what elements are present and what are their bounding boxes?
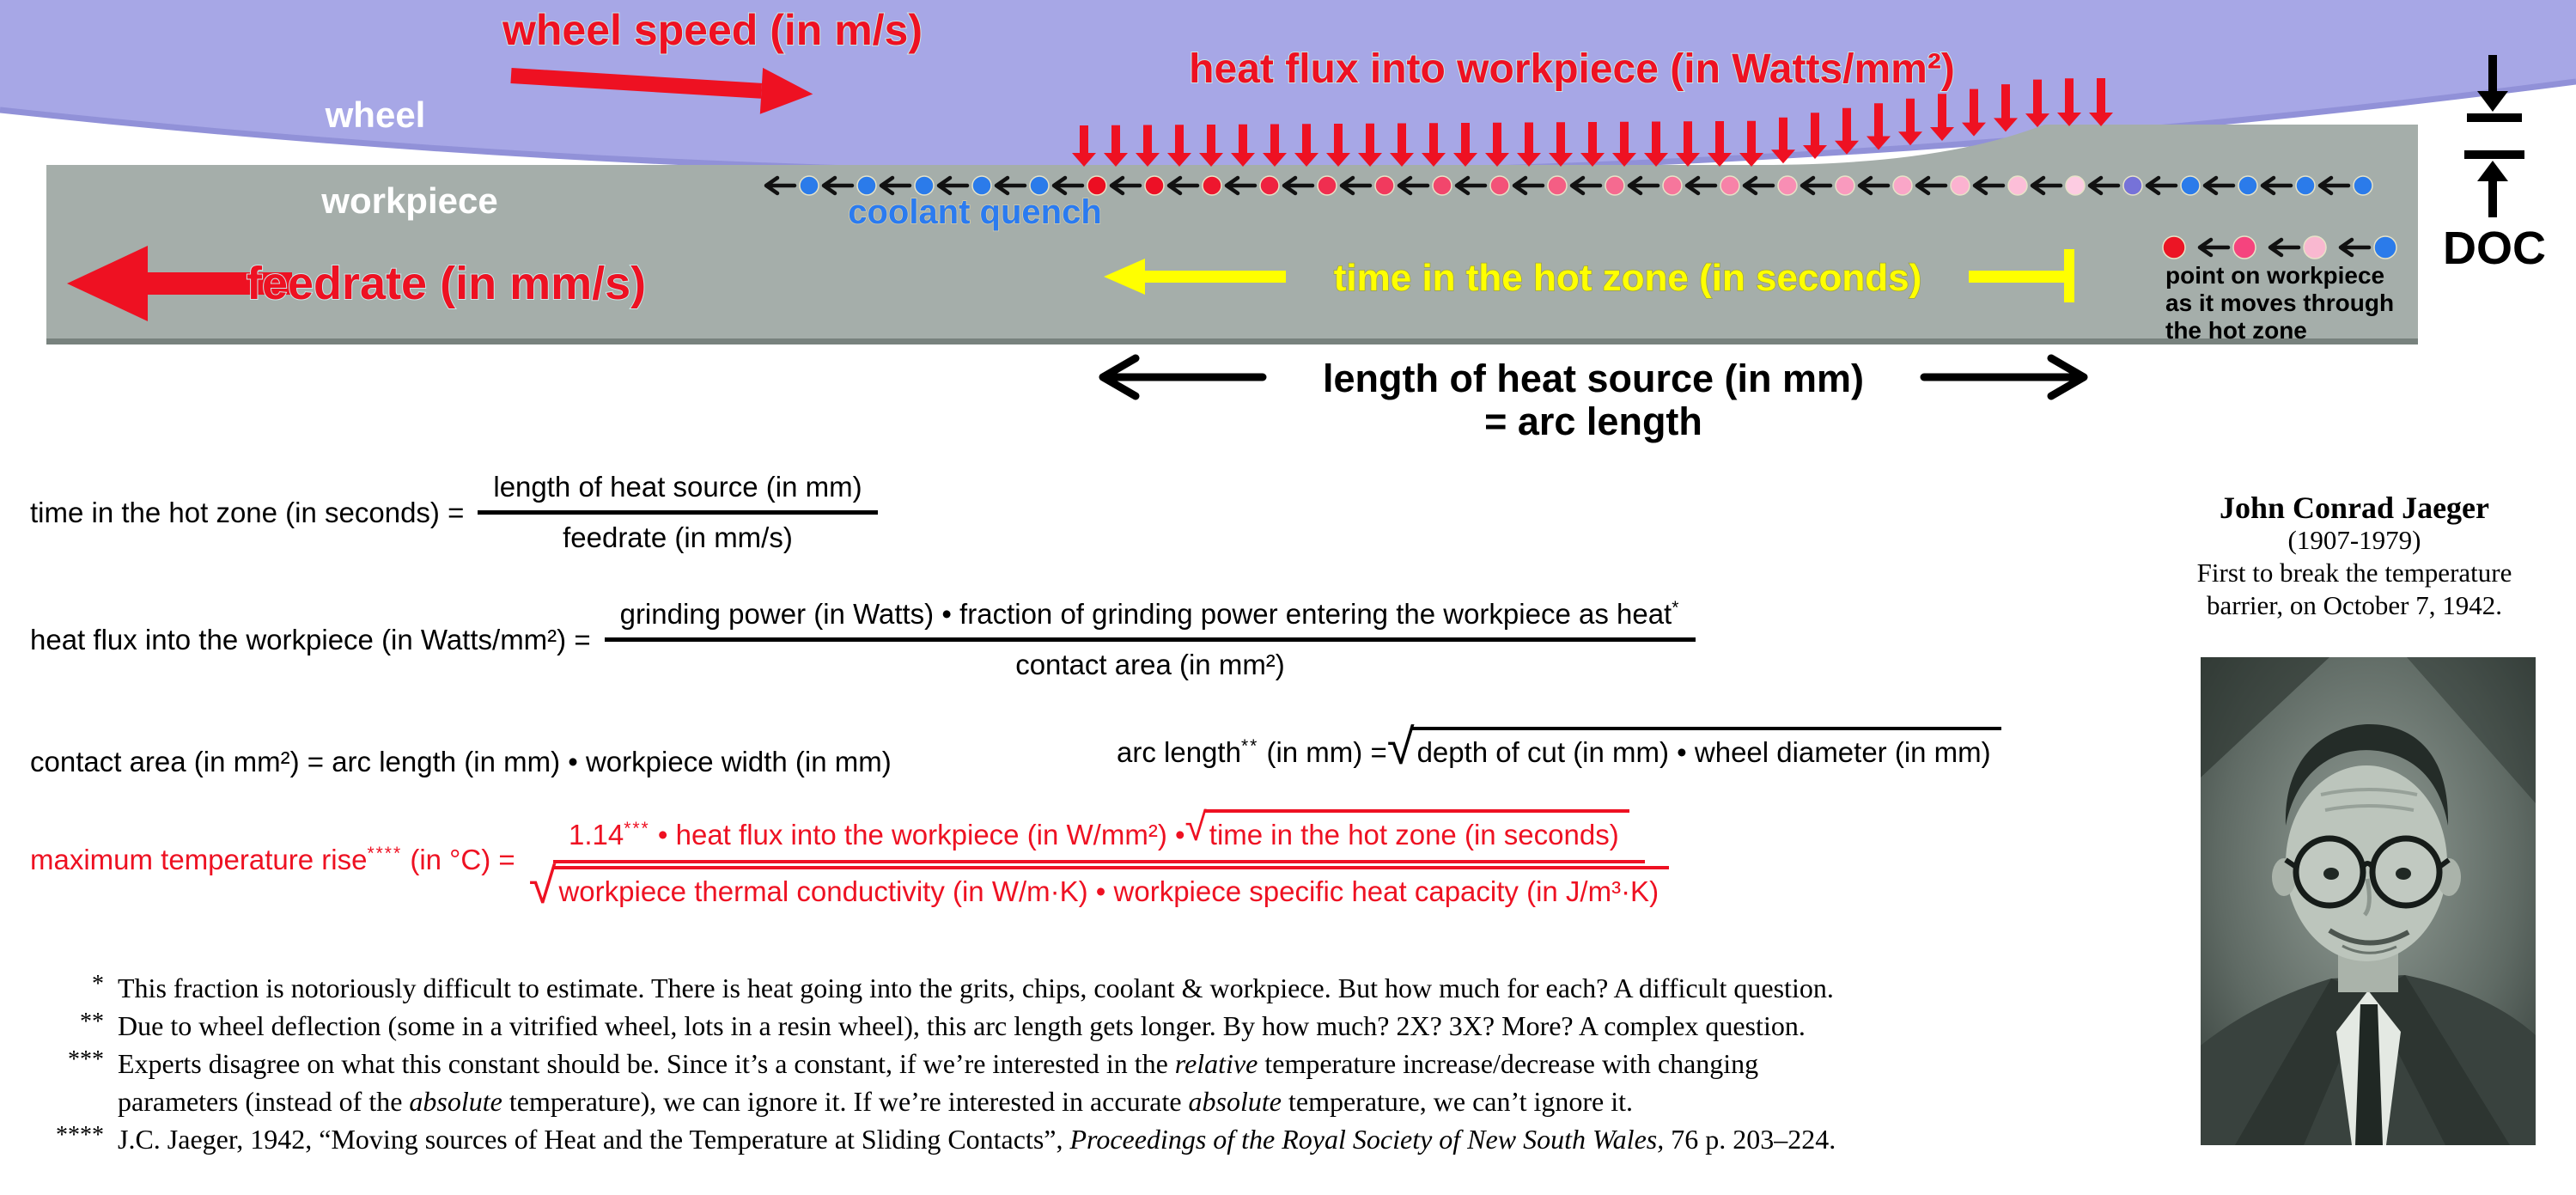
formula3-left: contact area (in mm²) = arc length (in mm) • workpiece width (in mm) xyxy=(30,746,892,777)
footnote-ref-1: * xyxy=(1672,598,1681,618)
footnote-marker xyxy=(30,1079,118,1117)
legend-text-line1: point on workpiece xyxy=(2165,262,2385,289)
wheel-label: wheel xyxy=(325,95,426,135)
legend-text-line2: as it moves through xyxy=(2165,290,2395,316)
formula-heat-flux xyxy=(30,598,1696,681)
formula4-numerator: 1.14*** • heat flux into the workpiece (in W/mm²) • √ time in the hot zone (in seconds) xyxy=(553,809,1645,863)
footnote-ref-4: **** xyxy=(367,843,403,863)
formula1-numerator: length of heat source (in mm) xyxy=(478,471,877,515)
heat-flux-label: heat flux into workpiece (in Watts/mm²) xyxy=(1189,46,1955,92)
footnotes-block xyxy=(30,969,1836,1158)
arc-length-equals-label: = arc length xyxy=(1484,399,1702,443)
legend-text-line3: the hot zone xyxy=(2165,317,2307,344)
doc-label: DOC xyxy=(2443,223,2546,274)
formula2-numerator: grinding power (in Watts) • fraction of grinding power entering the workpiece as heat* xyxy=(605,598,1696,642)
doc-lower-bar xyxy=(2464,150,2524,159)
workpiece-label: workpiece xyxy=(321,180,498,221)
jaeger-years: (1907-1979) xyxy=(2287,525,2421,555)
doc-down-arrow-shaft xyxy=(2488,55,2497,93)
feedrate-label: feedrate (in mm/s) xyxy=(247,258,647,309)
formula4-label: maximum temperature rise**** (in °C) = xyxy=(30,843,515,875)
formula-arc-length xyxy=(1117,719,2001,775)
formula1-label: time in the hot zone (in seconds) = xyxy=(30,496,465,528)
formula4-num-radicand: time in the hot zone (in seconds) xyxy=(1204,809,1629,851)
doc-up-arrow-shaft xyxy=(2488,181,2497,217)
footnote-marker: * xyxy=(92,971,104,997)
formula3-right-label: arc length** (in mm) = xyxy=(1117,736,1387,768)
jaeger-caption-line2: barrier, on October 7, 1942. xyxy=(2207,590,2502,620)
wheel-speed-label: wheel speed (in m/s) xyxy=(502,6,923,54)
doc-down-arrow-head xyxy=(2477,91,2508,112)
time-hot-zone-label: time in the hot zone (in seconds) xyxy=(1333,257,1922,299)
schematic-canvas xyxy=(0,0,2576,464)
formula4-num-sqrt xyxy=(1184,804,1629,851)
formula4-denominator xyxy=(528,858,1669,914)
workpiece-bottom-edge xyxy=(46,338,2418,344)
footnote-marker: **** xyxy=(56,1122,104,1149)
portrait-photo xyxy=(2201,657,2536,1145)
formula3-sqrt xyxy=(1386,719,2001,775)
footnote-4-reference: **** J.C. Jaeger, 1942, “Moving sources of Heat and the Temperature at Sliding Contacts”, Proceedings of the Royal Society of New South Wales, 76 p. 203–224. xyxy=(30,1120,1836,1158)
radical-sign: √ xyxy=(1184,804,1207,849)
formula2-fraction xyxy=(605,598,1696,681)
formula4-den-sqrt xyxy=(528,858,1669,914)
footnote-ref-3: *** xyxy=(624,819,650,838)
length-heat-source-label: length of heat source (in mm) xyxy=(1322,357,1865,400)
formula1-fraction xyxy=(478,471,877,554)
formula4-fraction xyxy=(528,804,1669,914)
formula2-denominator: contact area (in mm²) xyxy=(1015,649,1285,680)
jaeger-caption-line1: First to break the temperature xyxy=(2196,558,2512,588)
footnote-ref-2: ** xyxy=(1240,736,1259,756)
footnote-marker: *** xyxy=(68,1046,104,1073)
coolant-quench-label: coolant quench xyxy=(848,193,1102,231)
footnote-2: ** Due to wheel deflection (some in a vitrified wheel, lots in a resin wheel), this arc length gets longer. By how much? 2X? 3X? More? A complex question. xyxy=(30,1007,1836,1045)
doc-upper-bar xyxy=(2467,113,2522,122)
jaeger-name: John Conrad Jaeger xyxy=(2220,491,2489,525)
formula4-den-radicand: workpiece thermal conductivity (in W/m·K) • workpiece specific heat capacity (in J/m³·K) xyxy=(553,866,1669,908)
footnote-3-continued: parameters (instead of the absolute temperature), we can ignore it. If we’re interested in accurate absolute temperature, we can’t ignore it. xyxy=(30,1082,1836,1120)
formula2-label: heat flux into the workpiece (in Watts/mm²) = xyxy=(30,623,591,655)
jaeger-caption xyxy=(2160,491,2549,622)
formula1-denominator: feedrate (in mm/s) xyxy=(563,521,793,553)
formula-time-in-hot-zone xyxy=(30,471,878,554)
doc-up-arrow-head xyxy=(2477,161,2508,181)
formula-max-temp-rise xyxy=(30,804,1669,914)
formula3-radicand: depth of cut (in mm) • wheel diameter (in mm) xyxy=(1412,727,2001,769)
radical-sign: √ xyxy=(528,858,557,914)
footnote-1: * This fraction is notoriously difficult to estimate. There is heat going into the grits, chips, coolant & workpiece. But how much for each? A difficult question. xyxy=(30,969,1836,1007)
formula-contact-area xyxy=(30,746,892,778)
footnote-marker: ** xyxy=(80,1009,104,1035)
footnote-3: *** Experts disagree on what this constant should be. Since it’s a constant, if we’re interested in the relative temperature increase/decrease with changing xyxy=(30,1045,1836,1082)
radical-sign: √ xyxy=(1386,719,1415,775)
